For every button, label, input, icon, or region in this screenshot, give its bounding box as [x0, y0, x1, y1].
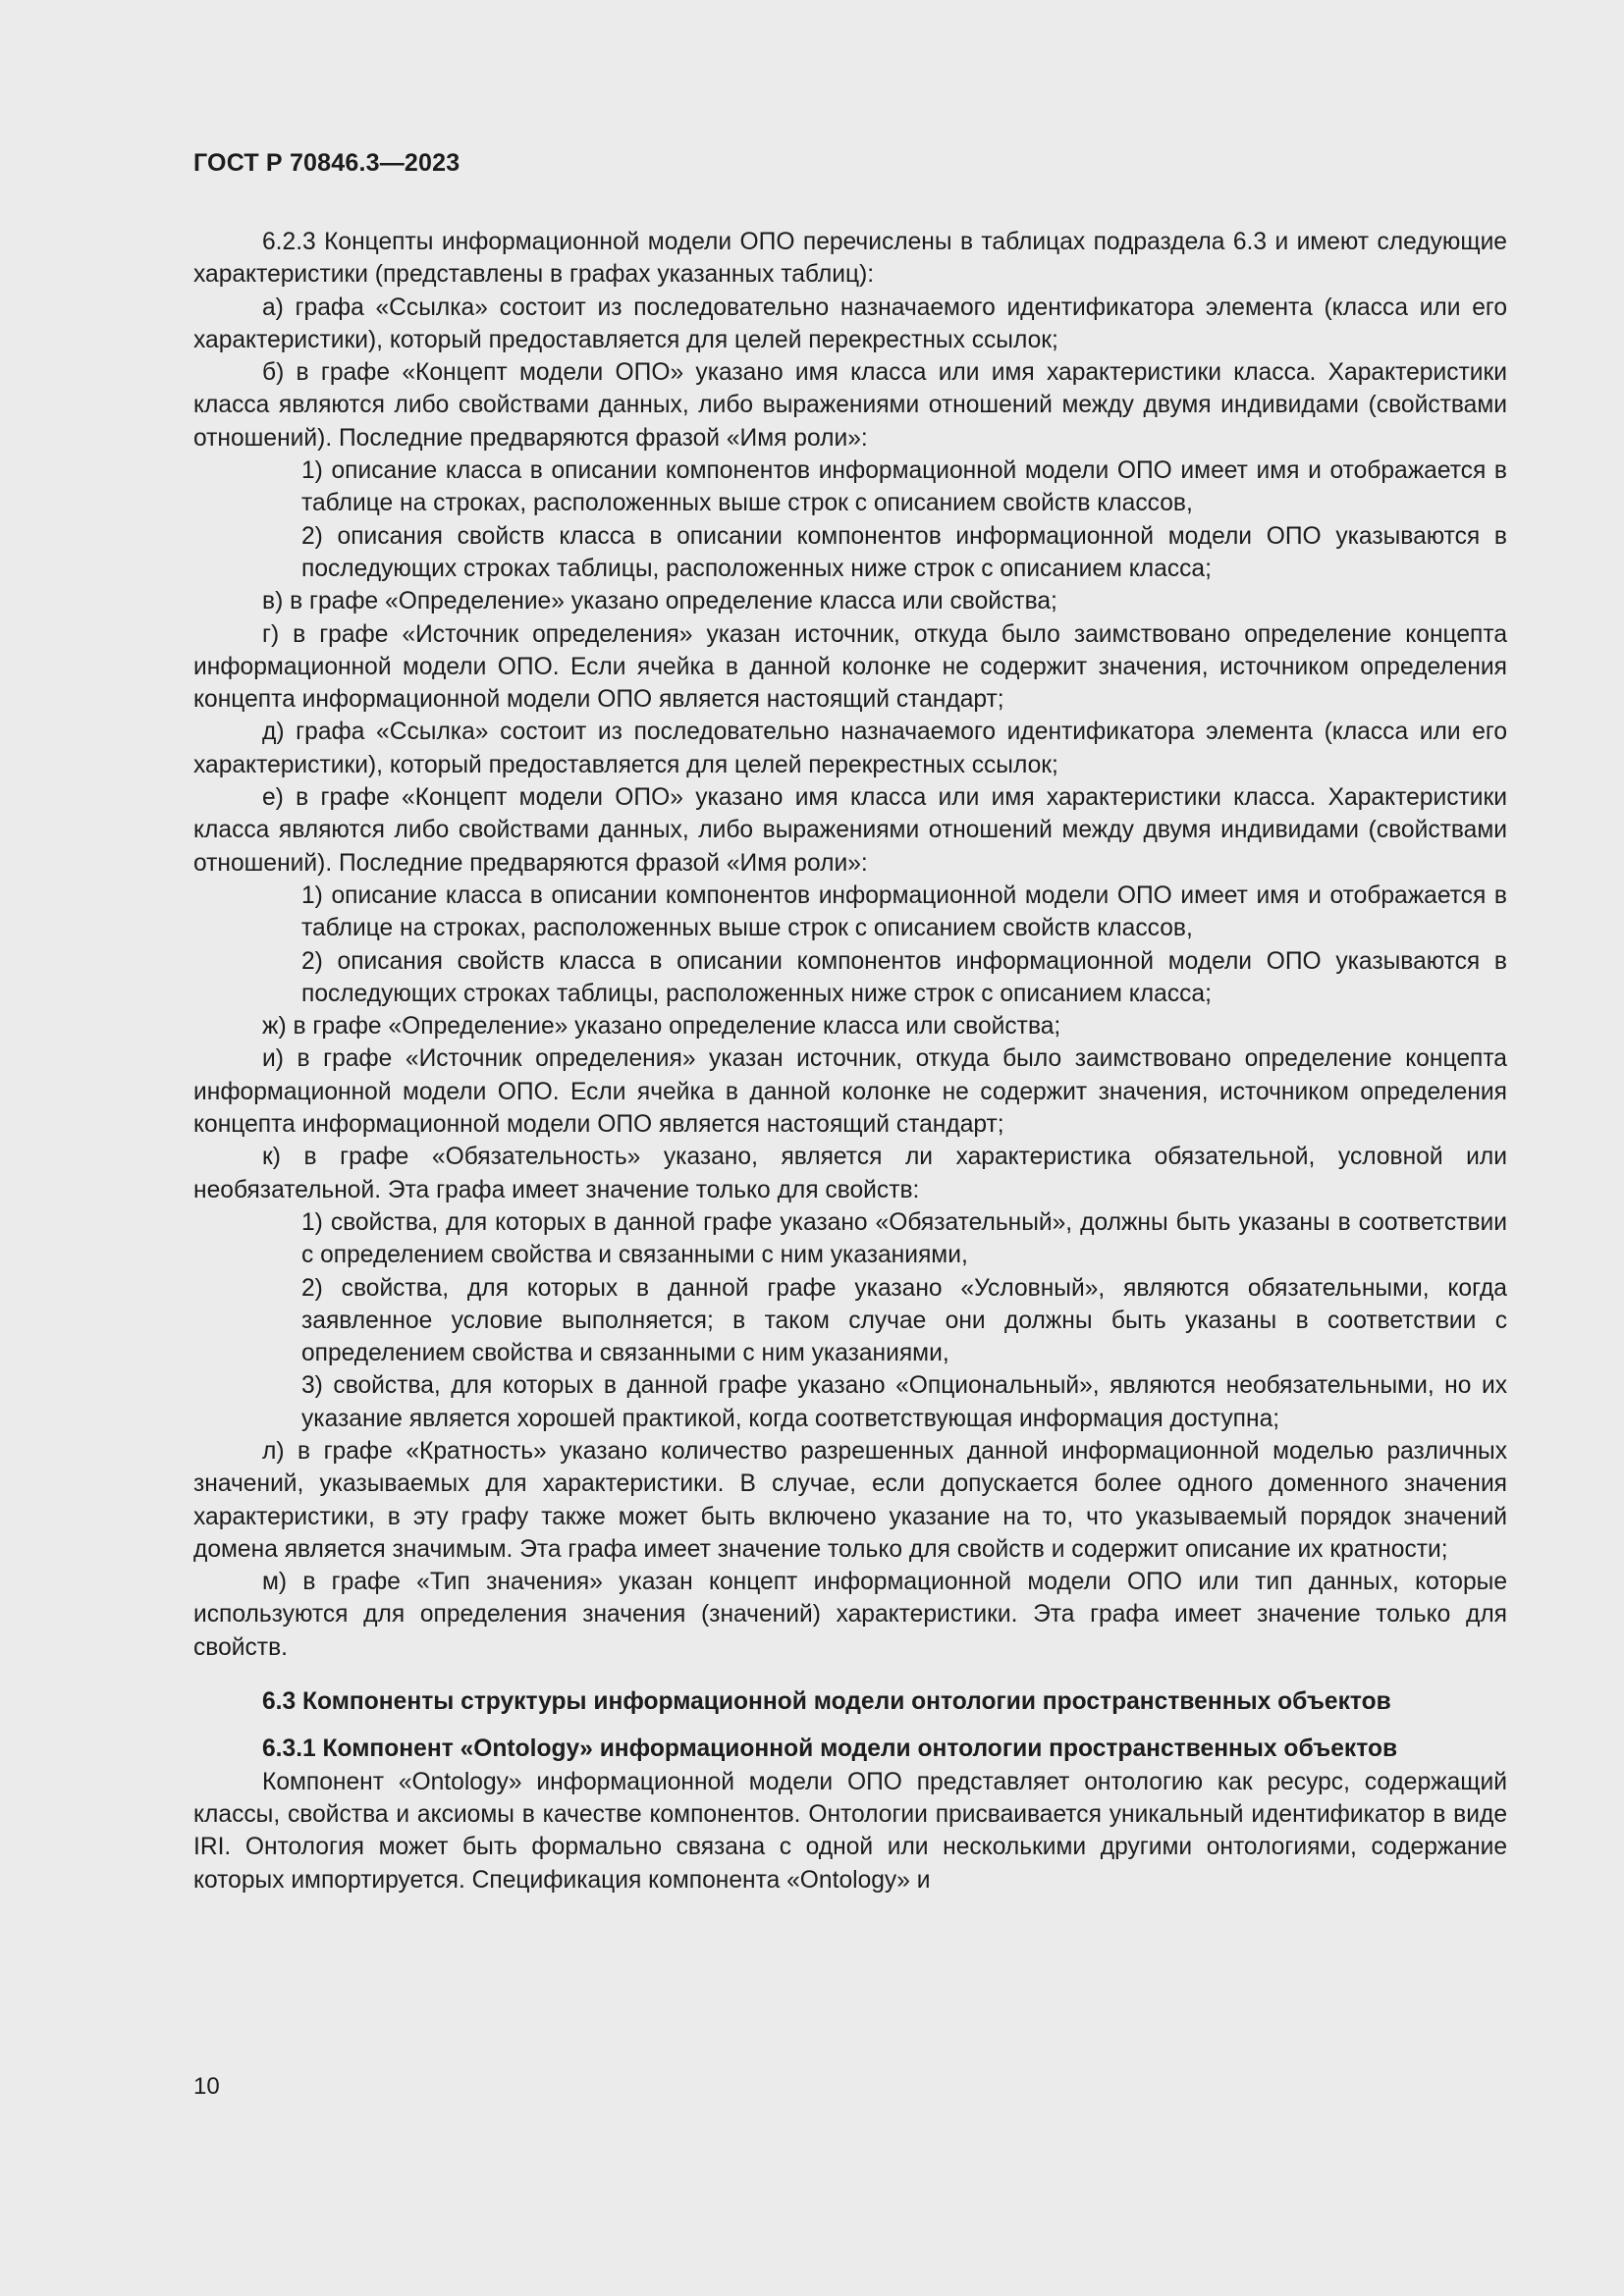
list-item-a: а) графа «Ссылка» состоит из последовательно назначаемого идентификатора элемента (класса или его характеристики), который предоставляется для целей перекрестных ссылок; [193, 294, 1507, 353]
list-item-v: в) в графе «Определение» указано определение класса или свойства; [262, 588, 1057, 615]
list-item-m: м) в графе «Тип значения» указан концепт информационной модели ОПО или тип данных, которые используются для определения значения (значений) характеристики. Эта графа имеет значение только для свойств. [193, 1569, 1507, 1661]
paragraph-6-2-3: 6.2.3 Концепты информационной модели ОПО перечислены в таблицах подраздела 6.3 и имеют следующие характеристики (представлены в графах указанных таблиц): [193, 229, 1507, 289]
list-item-l: л) в графе «Кратность» указано количество разрешенных данной информационной моделью различных значений, указываемых для характеристики. В случае, если допускается более одного доменного значения характеристики, в эту графу также может быть включено указание на то, что указываемый порядок значений домена является значимым. Эта графа имеет значение только для свойств и содержит описание их кратности; [193, 1437, 1507, 1563]
paragraph-ontology: Компонент «Ontology» информационной модели ОПО представляет онтологию как ресурс, содержащий классы, свойства и аксиомы в качестве компонентов. Онтологии присваивается уникальный идентификатор в виде IRI. Онтология может быть формально связана с одной или несколькими другими онтологиями, содержание которых импортируется. Спецификация компонента «Ontology» и [193, 1768, 1507, 1894]
list-item-i: и) в графе «Источник определения» указан источник, откуда было заимствовано определение концепта информационной модели ОПО. Если ячейка в данной колонке не содержит значения, источником определения концепта информационной модели ОПО является настоящий стандарт; [193, 1045, 1507, 1139]
list-item-b: б) в графе «Концепт модели ОПО» указано имя класса или имя характеристики класса. Характеристики класса являются либо свойствами данных, либо выражениями отношений между двумя индивидами (свойствами отношений). Последние предваряются фразой «Имя роли»: [193, 359, 1507, 452]
document-body [193, 226, 1507, 1896]
document-header: ГОСТ Р 70846.3—2023 [193, 149, 460, 177]
list-item-k: к) в графе «Обязательность» указано, является ли характеристика обязательной, условной или необязательной. Эта графа имеет значение только для свойств: [193, 1144, 1507, 1203]
list-item-g: г) в графе «Источник определения» указан источник, откуда было заимствовано определение концепта информационной модели ОПО. Если ячейка в данной колонке не содержит значения, источником определения концепта информационной модели ОПО является настоящий стандарт; [193, 620, 1507, 714]
sublist-item-2: 2) описания свойств класса в описании компонентов информационной модели ОПО указываются в последующих строках таблицы, расположенных ниже строк с описанием класса; [301, 947, 1507, 1007]
page-number: 10 [193, 2073, 220, 2100]
list-item-zh: ж) в графе «Определение» указано определение класса или свойства; [262, 1013, 1061, 1041]
sublist-item-1: 1) описание класса в описании компонентов информационной модели ОПО имеет имя и отображается в таблице на строках, расположенных выше строк с описанием свойств классов, [301, 881, 1507, 942]
section-heading-6-3: 6.3 Компоненты структуры информационной модели онтологии пространственных объектов [262, 1688, 1391, 1716]
list-item-e: е) в графе «Концепт модели ОПО» указано имя класса или имя характеристики класса. Характеристики класса являются либо свойствами данных, либо выражениями отношений между двумя индивидами (свойствами отношений). Последние предваряются фразой «Имя роли»: [193, 784, 1507, 877]
subsection-heading-6-3-1: 6.3.1 Компонент «Ontology» информационной модели онтологии пространственных объектов [262, 1735, 1398, 1763]
sublist-item-2: 2) свойства, для которых в данной графе указано «Условный», являются обязательными, когда заявленное условие выполняется; в таком случае они должны быть указаны в соответствии с определением свойства и связанными с ним указаниями, [301, 1274, 1507, 1367]
sublist-item-2: 2) описания свойств класса в описании компонентов информационной модели ОПО указываются в последующих строках таблицы, расположенных ниже строк с описанием класса; [301, 522, 1507, 582]
list-item-d: д) графа «Ссылка» состоит из последовательно назначаемого идентификатора элемента (класса или его характеристики), который предоставляется для целей перекрестных ссылок; [193, 719, 1507, 778]
sublist-item-1: 1) описание класса в описании компонентов информационной модели ОПО имеет имя и отображается в таблице на строках, расположенных выше строк с описанием свойств классов, [301, 457, 1507, 517]
sublist-item-3: 3) свойства, для которых в данной графе указано «Опциональный», являются необязательными, но их указание является хорошей практикой, когда соответствующая информация доступна; [301, 1372, 1507, 1432]
sublist-item-1: 1) свойства, для которых в данной графе указано «Обязательный», должны быть указаны в соответствии с определением свойства и связанными с ним указаниями, [301, 1208, 1507, 1269]
